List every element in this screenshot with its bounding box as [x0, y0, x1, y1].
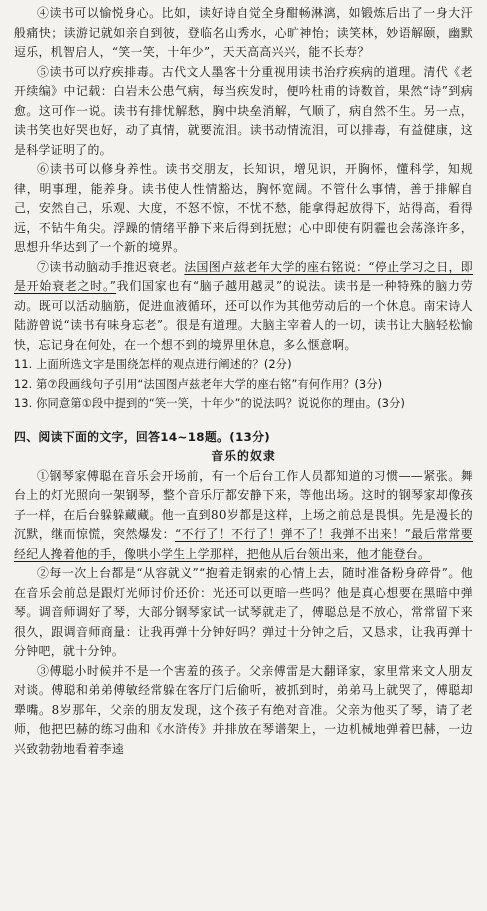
section-heading: 四、阅读下面的文字，回答14~18题。(13分): [14, 429, 271, 444]
article-title: 音乐的奴隶: [211, 449, 276, 463]
question-item: [14, 355, 473, 375]
article-paragraph-3: ③傅聪小时候并不是一个害羞的孩子。父亲傅雷是大翻译家，家里常来文人朋友对谈。傅聪和弟弟傅敏经常躲在客厅门后偷听，被抓到时，弟弟马上就哭了，傅聪却犟嘴。8岁那年，父亲的朋友发现，这个孩子有绝对音准。父亲为他买了琴，请了老师，他把巴赫的练习曲和《水浒传》并排放在琴谱架上，一边机械地弹着巴赫，一边兴致勃勃地看着李逵: [14, 663, 473, 756]
paragraph-6: ⑥读书可以修身养性。读书交朋友，长知识，增见识，开胸怀，懂科学，知规律，明事理，能养身。读书使人性情豁达，胸怀宽阔。不管什么事情，善于排解自己，安然自己，乐观、大度，不怒不惊，不忧不愁，能拿得起放得下，站得高，看得远，不钻牛角尖。浮躁的情绪平静下来后得到抚慰；心中即使有阴霾也会荡涤许多，思想升华达到了一个新的境界。: [14, 162, 473, 254]
paragraph-7-underlined-sentence: 法国图卢兹老年大学的座右铭说：“停止学习之日，即是开始衰老之时。”: [14, 259, 473, 293]
paragraph-7: [14, 258, 473, 356]
question-text: 第⑦段画线句子引用“法国图卢兹老年大学的座右铭”有何作用？(3分): [36, 377, 383, 391]
question-text: 你同意第①段中提到的“笑一笑，十年少”的说法吗？说说你的理由。(3分): [36, 397, 406, 410]
article-paragraph-1-lead: ①钢琴家傅聪在音乐会开场前，有一个后台工作人员都知道的习惯——紧张。舞台上的灯光照向一架钢琴，整个音乐厅都安静下来，等他出场。这时的钢琴家却像孩子一样，在后台躲躲藏藏。他一直到80岁都是这样，上场之前总是畏惧。先是漫长的沉默，继而惊慌，突然爆发：: [14, 468, 473, 541]
question-item: [14, 375, 473, 395]
paragraph-7-lead: ⑦读书动脑动手推迟衰老。: [37, 259, 185, 274]
paragraph-5: ⑤读书可以疗疾排毒。古代文人墨客十分重视用读书治疗疾病的道理。清代《老开续编》中记载：白岩未公患气病，每当疾发时，便吟杜甫的诗数首，果然“诗”到病愈。这可作一说。读书有排忧解愁，胸中块垒消解，气顺了，病自然不生。另一点，读书笑也好哭也好，动了真情，就要流泪。读书动情流泪，可以排毒，有益健康，这是科学证明了的。: [14, 64, 473, 157]
article-paragraph-1: [14, 467, 473, 565]
paragraph-4: ④读书可以愉悦身心。比如，读好诗自觉全身酣畅淋漓，如锻炼后出了一身大汗般痛快；读游记就如亲自到彼，登临名山秀水，心旷神怡；读笑林，妙语解颐，幽默逗乐，机智启人，“笑一笑，十年少”，天天高高兴兴，能不长寿？: [14, 6, 473, 59]
paragraph-7-rest: 我们国家也有“脑子越用越灵”的说法。读书是一种特殊的脑力劳动。既可以活动脑筋，促进血液循环，还可以作为其他劳动后的一个休息。南宋诗人陆游曾说“读书有味身忘老”。很是有道理。大脑主宰着人的一切，读书让大脑轻松愉快，忘记身在何处，在一个想不到的境界里休息，多么惬意啊。: [14, 279, 474, 352]
question-item: [14, 394, 473, 414]
question-text: 上面所选文字是围绕怎样的观点进行阐述的？(2分): [36, 358, 292, 371]
question-number: 12.: [14, 377, 33, 391]
article-paragraph-2: ②每一次上台都是“从容就义”“抱着走钢索的心情上去，随时准备粉身碎骨”。他在音乐会前总是跟灯光师讨价还价：光还可以更暗一些吗？他是真心想要在黑暗中弹琴。调音师调好了琴，大部分钢琴家试一试琴就走了，傅聪总是不放心，常常留下来很久，跟调音师商量：让我再弹十分钟好吗？弹过十分钟之后，又恳求，让我再弹十分钟吧，就十分钟。: [14, 566, 473, 658]
question-list: [14, 355, 473, 414]
question-number: 13.: [14, 397, 33, 410]
article-paragraph-1-underlined: “不行了！不行了！弹不了！我弹不出来！”最后常常要经纪人搀着他的手，像哄小学生上学那样，把他从后台领出来，他才能登台。: [14, 527, 473, 561]
question-number: 11.: [14, 358, 33, 371]
